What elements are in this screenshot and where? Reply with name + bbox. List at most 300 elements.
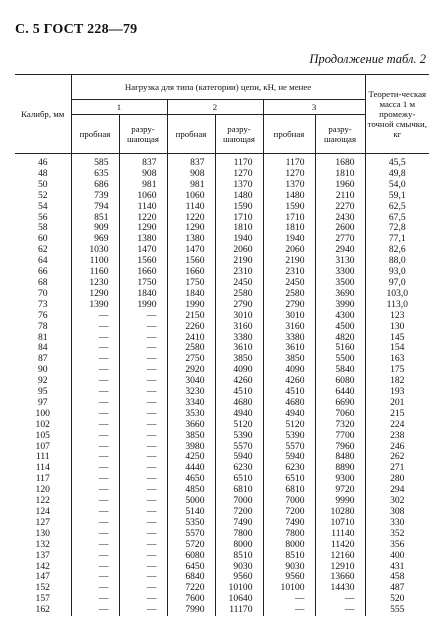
load-cell: — xyxy=(71,365,119,376)
load-cell: 1990 xyxy=(119,300,167,311)
load-cell: 4680 xyxy=(263,398,315,409)
load-cell: 11420 xyxy=(315,540,365,551)
load-cell: 5500 xyxy=(315,354,365,365)
caliber-cell: 162 xyxy=(35,604,50,616)
mass-cell: 280 xyxy=(365,474,429,485)
caliber-cell: 76 xyxy=(37,309,48,321)
load-cell: 5000 xyxy=(167,496,215,507)
load-cell: — xyxy=(119,518,167,529)
load-cell: 3990 xyxy=(315,300,365,311)
load-cell: 1140 xyxy=(167,202,215,213)
load-cell: 2750 xyxy=(167,354,215,365)
load-cell: 7060 xyxy=(315,409,365,420)
load-cell: — xyxy=(71,518,119,529)
load-cell: — xyxy=(119,311,167,322)
caliber-cell: 60 xyxy=(37,233,48,245)
load-cell: 4650 xyxy=(167,474,215,485)
mass-cell: 308 xyxy=(365,507,429,518)
load-cell: 6810 xyxy=(263,485,315,496)
table-row xyxy=(15,322,429,333)
caliber-cell: 54 xyxy=(37,200,48,212)
load-cell: — xyxy=(71,485,119,496)
load-header: Нагрузка для типа (категории) цепи, кН, не менее xyxy=(71,75,365,100)
load-cell: 7220 xyxy=(167,583,215,594)
load-cell: 1660 xyxy=(119,267,167,278)
load-cell: 9030 xyxy=(263,562,315,573)
load-cell: 5570 xyxy=(263,442,315,453)
load-cell: — xyxy=(119,474,167,485)
load-cell: 2310 xyxy=(263,267,315,278)
load-cell: 635 xyxy=(71,169,119,180)
load-cell: 3610 xyxy=(215,343,263,354)
table-row xyxy=(15,420,429,431)
load-cell: 1270 xyxy=(263,169,315,180)
mass-cell: 175 xyxy=(365,365,429,376)
mass-cell: 77,1 xyxy=(365,234,429,245)
load-cell: 3980 xyxy=(167,442,215,453)
load-cell: 794 xyxy=(71,202,119,213)
mass-cell: 262 xyxy=(365,452,429,463)
load-cell: 10100 xyxy=(215,583,263,594)
table-row xyxy=(15,191,429,202)
load-cell: — xyxy=(71,343,119,354)
load-cell: 851 xyxy=(71,213,119,224)
caliber-cell: 78 xyxy=(37,320,48,332)
table-row xyxy=(15,278,429,289)
load-cell: 9560 xyxy=(263,572,315,583)
caliber-cell: 73 xyxy=(37,298,48,310)
load-cell: 1290 xyxy=(167,223,215,234)
load-cell: 2770 xyxy=(315,234,365,245)
load-cell: 1590 xyxy=(263,202,315,213)
load-cell: 739 xyxy=(71,191,119,202)
caliber-cell: 147 xyxy=(35,571,50,583)
table-row xyxy=(15,474,429,485)
caliber-cell: 120 xyxy=(35,484,50,496)
load-cell: 5120 xyxy=(215,420,263,431)
load-cell: 12910 xyxy=(315,562,365,573)
load-cell: — xyxy=(119,562,167,573)
table-row xyxy=(15,256,429,267)
table-row xyxy=(15,213,429,224)
mass-cell: 193 xyxy=(365,387,429,398)
load-cell: 11170 xyxy=(215,605,263,616)
load-cell: 1390 xyxy=(71,300,119,311)
caliber-cell: 152 xyxy=(35,582,50,594)
load-cell: 7800 xyxy=(215,529,263,540)
load-cell: 2060 xyxy=(215,245,263,256)
load-cell: 908 xyxy=(167,169,215,180)
load-cell: 3850 xyxy=(263,354,315,365)
load-cell: — xyxy=(119,442,167,453)
load-cell: 10100 xyxy=(263,583,315,594)
mass-cell: 82,6 xyxy=(365,245,429,256)
table-row xyxy=(15,409,429,420)
load-cell: 4680 xyxy=(215,398,263,409)
load-cell: 6080 xyxy=(167,551,215,562)
load-cell: 969 xyxy=(71,234,119,245)
table-row xyxy=(15,333,429,344)
breaking-load-header-3: разру-шающая xyxy=(315,115,365,154)
load-cell: 10280 xyxy=(315,507,365,518)
table-row xyxy=(15,354,429,365)
load-cell: 1750 xyxy=(119,278,167,289)
load-cell: — xyxy=(119,376,167,387)
load-cell: 8480 xyxy=(315,452,365,463)
caliber-cell: 50 xyxy=(37,178,48,190)
caliber-cell: 132 xyxy=(35,538,50,550)
load-cell: 3340 xyxy=(167,398,215,409)
mass-cell: 88,0 xyxy=(365,256,429,267)
mass-cell: 182 xyxy=(365,376,429,387)
caliber-cell: 122 xyxy=(35,495,50,507)
load-cell: 1840 xyxy=(167,289,215,300)
load-cell: — xyxy=(119,594,167,605)
load-cell: 1590 xyxy=(215,202,263,213)
load-cell: — xyxy=(71,594,119,605)
caliber-cell: 100 xyxy=(35,407,50,419)
load-cell: 3530 xyxy=(167,409,215,420)
table-row xyxy=(15,496,429,507)
load-cell: — xyxy=(71,398,119,409)
caliber-cell: 114 xyxy=(35,462,50,474)
table-row xyxy=(15,300,429,311)
mass-cell: 400 xyxy=(365,551,429,562)
load-cell: 8000 xyxy=(263,540,315,551)
load-cell: 1220 xyxy=(167,213,215,224)
proof-load-header-3: пробная xyxy=(263,115,315,154)
load-cell: 4850 xyxy=(167,485,215,496)
type-2-header: 2 xyxy=(167,100,263,115)
caliber-cell: 66 xyxy=(37,266,48,278)
caliber-cell: 62 xyxy=(37,244,48,256)
load-cell: — xyxy=(119,409,167,420)
caliber-cell: 48 xyxy=(37,167,48,179)
load-cell: — xyxy=(71,354,119,365)
load-cell: 13660 xyxy=(315,572,365,583)
caliber-cell: 102 xyxy=(35,418,50,430)
load-cell: 5720 xyxy=(167,540,215,551)
load-cell: 1470 xyxy=(167,245,215,256)
load-cell: 1370 xyxy=(263,180,315,191)
load-cell: — xyxy=(119,540,167,551)
load-cell: 7800 xyxy=(263,529,315,540)
load-cell: 9720 xyxy=(315,485,365,496)
load-cell: — xyxy=(119,420,167,431)
load-cell: 1710 xyxy=(263,213,315,224)
load-cell: 3230 xyxy=(167,387,215,398)
load-cell: — xyxy=(119,333,167,344)
load-cell: 8890 xyxy=(315,463,365,474)
mass-cell: 145 xyxy=(365,333,429,344)
load-cell: 9560 xyxy=(215,572,263,583)
load-cell: 3010 xyxy=(215,311,263,322)
table-row xyxy=(15,562,429,573)
mass-cell: 45,5 xyxy=(365,154,429,169)
load-cell: 1140 xyxy=(119,202,167,213)
table-row xyxy=(15,289,429,300)
mass-cell: 238 xyxy=(365,431,429,442)
load-cell: — xyxy=(119,507,167,518)
load-cell: 1560 xyxy=(119,256,167,267)
load-cell: 1290 xyxy=(71,289,119,300)
load-cell: 2110 xyxy=(315,191,365,202)
load-cell: 9300 xyxy=(315,474,365,485)
caliber-cell: 111 xyxy=(35,451,50,463)
load-cell: 2790 xyxy=(215,300,263,311)
mass-cell: 97,0 xyxy=(365,278,429,289)
load-cell: 2410 xyxy=(167,333,215,344)
table-row xyxy=(15,452,429,463)
load-cell: 2150 xyxy=(167,311,215,322)
caliber-cell: 107 xyxy=(35,440,50,452)
load-cell: — xyxy=(71,474,119,485)
table-row xyxy=(15,234,429,245)
mass-cell: 59,1 xyxy=(365,191,429,202)
table-row xyxy=(15,594,429,605)
caliber-cell: 64 xyxy=(37,255,48,267)
load-cell: 11140 xyxy=(315,529,365,540)
load-cell: 981 xyxy=(119,180,167,191)
load-cell: — xyxy=(71,583,119,594)
caliber-cell: 95 xyxy=(37,386,48,398)
table-continuation-label: Продолжение табл. 2 xyxy=(309,52,426,66)
load-cell: 1750 xyxy=(167,278,215,289)
load-cell: 3380 xyxy=(263,333,315,344)
load-cell: 6810 xyxy=(215,485,263,496)
load-cell: 4260 xyxy=(263,376,315,387)
load-cell: 5390 xyxy=(263,431,315,442)
caliber-header: Калибр, мм xyxy=(15,75,71,154)
load-cell: 2790 xyxy=(263,300,315,311)
load-cell: 6080 xyxy=(315,376,365,387)
load-cell: 3500 xyxy=(315,278,365,289)
load-cell: 1290 xyxy=(119,223,167,234)
load-cell: 3300 xyxy=(315,267,365,278)
load-cell: — xyxy=(119,605,167,616)
caliber-cell: 137 xyxy=(35,549,50,561)
chain-load-table xyxy=(15,74,429,616)
caliber-cell: 157 xyxy=(35,593,50,605)
load-cell: 585 xyxy=(71,154,119,169)
caliber-cell: 105 xyxy=(35,429,50,441)
caliber-cell: 97 xyxy=(37,396,48,408)
load-cell: 1270 xyxy=(215,169,263,180)
proof-load-header-1: пробная xyxy=(71,115,119,154)
table-row xyxy=(15,154,429,169)
caliber-cell: 68 xyxy=(37,276,48,288)
load-cell: 3160 xyxy=(215,322,263,333)
load-cell: 2580 xyxy=(167,343,215,354)
load-cell: 1220 xyxy=(119,213,167,224)
table-row xyxy=(15,267,429,278)
load-cell: 2580 xyxy=(215,289,263,300)
table-row xyxy=(15,365,429,376)
load-cell: 1480 xyxy=(263,191,315,202)
load-cell: 1100 xyxy=(71,256,119,267)
table-row xyxy=(15,463,429,474)
load-cell: — xyxy=(119,452,167,463)
load-cell: 4940 xyxy=(215,409,263,420)
type-1-header: 1 xyxy=(71,100,167,115)
load-cell: 1990 xyxy=(167,300,215,311)
mass-header: Теорети-ческая масса 1 м промежу-точной смычки, кг xyxy=(365,75,429,154)
load-cell: 2190 xyxy=(263,256,315,267)
caliber-cell: 81 xyxy=(37,331,48,343)
load-cell: — xyxy=(119,322,167,333)
load-cell: — xyxy=(71,540,119,551)
load-cell: — xyxy=(263,594,315,605)
mass-cell: 458 xyxy=(365,572,429,583)
mass-cell: 49,8 xyxy=(365,169,429,180)
load-cell: 1170 xyxy=(263,154,315,169)
load-cell: 4090 xyxy=(215,365,263,376)
mass-cell: 154 xyxy=(365,343,429,354)
load-cell: 3010 xyxy=(263,311,315,322)
load-cell: 2920 xyxy=(167,365,215,376)
load-cell: 981 xyxy=(167,180,215,191)
load-cell: — xyxy=(119,343,167,354)
load-cell: 5120 xyxy=(263,420,315,431)
load-cell: 1480 xyxy=(215,191,263,202)
load-cell: 6510 xyxy=(263,474,315,485)
load-cell: 1060 xyxy=(119,191,167,202)
load-cell: 2450 xyxy=(215,278,263,289)
mass-cell: 67,5 xyxy=(365,213,429,224)
load-cell: 1560 xyxy=(167,256,215,267)
mass-cell: 246 xyxy=(365,442,429,453)
load-cell: — xyxy=(71,322,119,333)
load-cell: 2430 xyxy=(315,213,365,224)
table-row xyxy=(15,202,429,213)
load-cell: 1680 xyxy=(315,154,365,169)
load-cell: 10640 xyxy=(215,594,263,605)
load-cell: — xyxy=(71,496,119,507)
load-cell: 7320 xyxy=(315,420,365,431)
load-cell: 8510 xyxy=(263,551,315,562)
load-cell: 5570 xyxy=(167,529,215,540)
load-cell: 3130 xyxy=(315,256,365,267)
table-row xyxy=(15,572,429,583)
load-cell: — xyxy=(119,365,167,376)
table-row xyxy=(15,180,429,191)
load-cell: — xyxy=(119,431,167,442)
table-row xyxy=(15,376,429,387)
load-cell: — xyxy=(71,442,119,453)
caliber-cell: 130 xyxy=(35,527,50,539)
load-cell: 2190 xyxy=(215,256,263,267)
load-cell: 7000 xyxy=(263,496,315,507)
table-row xyxy=(15,507,429,518)
load-cell: 3850 xyxy=(167,431,215,442)
load-cell: 1030 xyxy=(71,245,119,256)
load-cell: 837 xyxy=(167,154,215,169)
load-cell: 6440 xyxy=(315,387,365,398)
mass-cell: 93,0 xyxy=(365,267,429,278)
load-cell: 5390 xyxy=(215,431,263,442)
load-cell: 14430 xyxy=(315,583,365,594)
mass-cell: 215 xyxy=(365,409,429,420)
load-cell: 7490 xyxy=(215,518,263,529)
load-cell: 908 xyxy=(119,169,167,180)
load-cell: 5940 xyxy=(215,452,263,463)
load-cell: 3040 xyxy=(167,376,215,387)
load-cell: 2940 xyxy=(315,245,365,256)
load-cell: 7490 xyxy=(263,518,315,529)
load-cell: 1230 xyxy=(71,278,119,289)
caliber-cell: 56 xyxy=(37,211,48,223)
table-row xyxy=(15,485,429,496)
load-cell: — xyxy=(119,496,167,507)
caliber-cell: 90 xyxy=(37,364,48,376)
load-cell: 7990 xyxy=(167,605,215,616)
load-cell: 5160 xyxy=(315,343,365,354)
load-cell: 4090 xyxy=(263,365,315,376)
load-cell: — xyxy=(71,605,119,616)
load-cell: — xyxy=(71,420,119,431)
mass-cell: 72,8 xyxy=(365,223,429,234)
breaking-load-header-2: разру-шающая xyxy=(215,115,263,154)
load-cell: 3610 xyxy=(263,343,315,354)
load-cell: 7000 xyxy=(215,496,263,507)
load-cell: 1380 xyxy=(119,234,167,245)
load-cell: 837 xyxy=(119,154,167,169)
caliber-cell: 70 xyxy=(37,287,48,299)
caliber-cell: 87 xyxy=(37,353,48,365)
load-cell: 7700 xyxy=(315,431,365,442)
table-row xyxy=(15,431,429,442)
load-cell: 1160 xyxy=(71,267,119,278)
load-cell: 1710 xyxy=(215,213,263,224)
load-cell: 1660 xyxy=(167,267,215,278)
load-cell: 3160 xyxy=(263,322,315,333)
load-cell: — xyxy=(119,463,167,474)
load-cell: 12160 xyxy=(315,551,365,562)
table-row xyxy=(15,540,429,551)
load-cell: — xyxy=(119,398,167,409)
mass-cell: 356 xyxy=(365,540,429,551)
load-cell: 5350 xyxy=(167,518,215,529)
load-cell: 4260 xyxy=(215,376,263,387)
load-cell: 7600 xyxy=(167,594,215,605)
load-cell: — xyxy=(119,387,167,398)
load-cell: — xyxy=(71,333,119,344)
load-cell: 5940 xyxy=(263,452,315,463)
mass-cell: 130 xyxy=(365,322,429,333)
load-cell: 2060 xyxy=(263,245,315,256)
load-cell: — xyxy=(71,562,119,573)
table-row xyxy=(15,169,429,180)
load-cell: — xyxy=(71,431,119,442)
load-cell: 3660 xyxy=(167,420,215,431)
load-cell: 5140 xyxy=(167,507,215,518)
load-cell: 4250 xyxy=(167,452,215,463)
caliber-cell: 58 xyxy=(37,222,48,234)
load-cell: 9030 xyxy=(215,562,263,573)
caliber-cell: 142 xyxy=(35,560,50,572)
load-cell: 6840 xyxy=(167,572,215,583)
table-row xyxy=(15,343,429,354)
load-cell: 4500 xyxy=(315,322,365,333)
load-cell: — xyxy=(71,463,119,474)
mass-cell: 123 xyxy=(365,311,429,322)
load-cell: — xyxy=(119,354,167,365)
mass-cell: 54,0 xyxy=(365,180,429,191)
load-cell: 5570 xyxy=(215,442,263,453)
load-cell: 7960 xyxy=(315,442,365,453)
load-cell: — xyxy=(71,409,119,420)
table-row xyxy=(15,442,429,453)
